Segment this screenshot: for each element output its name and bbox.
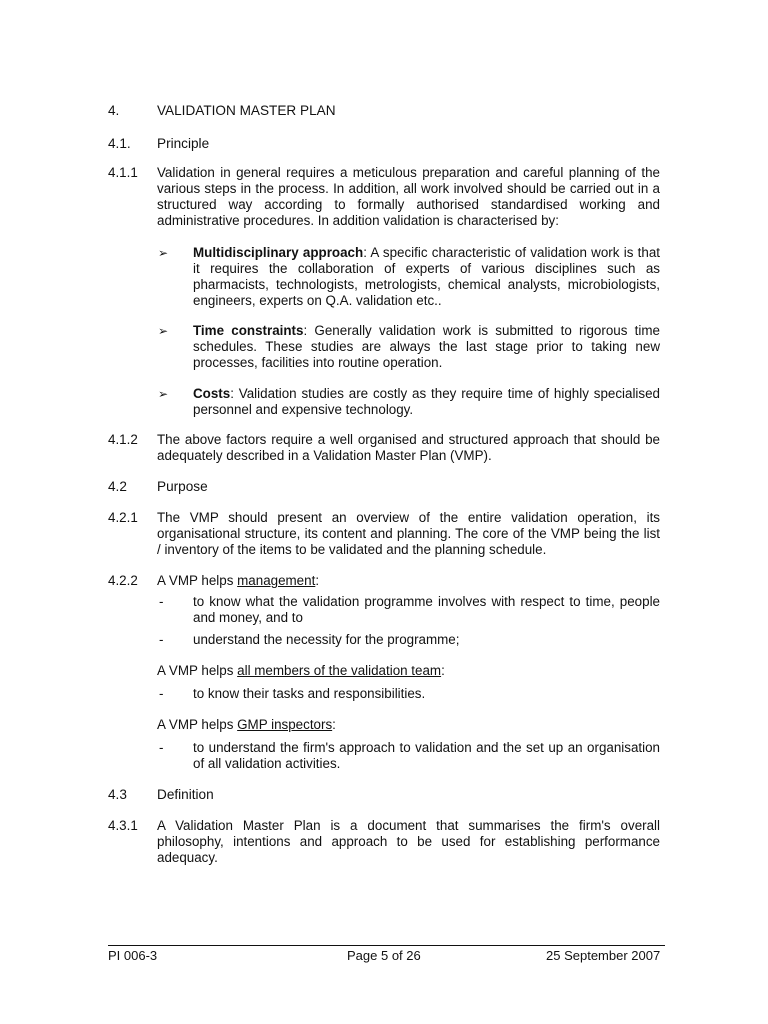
paragraph-4-2-1-text: The VMP should present an overview of the entire validation operation, its organisational structure, its content and planning. The core of the VMP being the list / inventory of the items to be validated and the planning schedule. [157, 510, 660, 557]
inspectors-item: to understand the firm's approach to validation and the set up an organisation of all validation activities. [193, 740, 660, 771]
bullet-description: : A specific characteristic of validation work is that it requires the collaboration of experts of various disciplines such as pharmacists, technologists, metrologists, chemical analysts, microbiologists, engineers, experts on Q.A. validation etc.. [193, 245, 660, 308]
management-item: to know what the validation programme involves with respect to time, people and money, and to [193, 594, 660, 625]
bullet-time-constraints [193, 323, 660, 371]
section-4-2-title: Purpose [157, 479, 208, 494]
section-4-1-number: 4.1. [108, 136, 131, 151]
management-item: understand the necessity for the programme; [193, 632, 460, 647]
bullet-multidisciplinary [193, 245, 660, 309]
footer-document-id: PI 006-3 [108, 948, 158, 963]
dash-marker: - [159, 594, 164, 609]
paragraph-4-3-1-number: 4.3.1 [108, 818, 138, 833]
vmp-helps-management [157, 573, 319, 589]
paragraph-4-2-2-number: 4.2.2 [108, 573, 138, 588]
dash-marker: - [159, 740, 164, 755]
bullet-term: Costs [193, 386, 231, 401]
bullet-term: Multidisciplinary approach [193, 245, 364, 260]
paragraph-4-1-2-number: 4.1.2 [108, 432, 138, 447]
bullet-description: : Generally validation work is submitted to rigorous time schedules. These studies are always the last stage prior to taking new processes, facilities into routine operation. [193, 323, 660, 370]
dash-marker: - [159, 686, 164, 701]
vmp-helps-inspectors [157, 717, 336, 733]
section-4-2-number: 4.2 [108, 479, 127, 494]
bullet-description: : Validation studies are costly as they require time of highly specialised personnel and expensive technology. [193, 386, 660, 417]
paragraph-4-2-1-number: 4.2.1 [108, 510, 138, 525]
paragraph-4-1-1-number: 4.1.1 [108, 165, 138, 180]
bullet-arrow-icon: ➢ [158, 387, 169, 401]
vmp-helps-target: GMP inspectors [237, 717, 333, 732]
bullet-term: Time constraints [193, 323, 304, 338]
vmp-helps-suffix: : [315, 573, 320, 588]
paragraph-4-1-2-text: The above factors require a well organised and structured approach that should be adequately described in a Validation Master Plan (VMP). [157, 432, 660, 463]
section-4-3-number: 4.3 [108, 787, 127, 802]
bullet-arrow-icon: ➢ [158, 324, 169, 338]
footer-divider [108, 945, 665, 946]
team-item: to know their tasks and responsibilities. [193, 686, 426, 701]
vmp-helps-suffix: : [441, 663, 445, 678]
bullet-arrow-icon: ➢ [158, 246, 169, 260]
bullet-costs [193, 386, 660, 418]
vmp-helps-prefix: A VMP helps [157, 663, 238, 678]
section-4-3-title: Definition [157, 787, 214, 802]
paragraph-4-1-1-text: Validation in general requires a meticulous preparation and careful planning of the various steps in the process. In addition, all work involved should be carried out in a structured way according to formally authorised standardised working and administrative procedures. In addition validation is characterised by: [157, 165, 660, 228]
footer-date: 25 September 2007 [546, 948, 661, 963]
dash-marker: - [159, 632, 164, 647]
vmp-helps-target: management [237, 573, 316, 588]
section-4-number: 4. [108, 103, 120, 118]
vmp-helps-prefix: A VMP helps [157, 717, 238, 732]
section-4-title: VALIDATION MASTER PLAN [157, 103, 336, 118]
vmp-helps-suffix: : [332, 717, 336, 732]
vmp-helps-prefix: A VMP helps [157, 573, 238, 588]
paragraph-4-3-1-text: A Validation Master Plan is a document that summarises the firm's overall philosophy, intentions and approach to be used for establishing performance adequacy. [157, 818, 660, 865]
footer-page-number: Page 5 of 26 [347, 948, 421, 963]
vmp-helps-target: all members of the validation team [237, 663, 442, 678]
section-4-1-title: Principle [157, 136, 210, 151]
vmp-helps-team [157, 663, 445, 679]
